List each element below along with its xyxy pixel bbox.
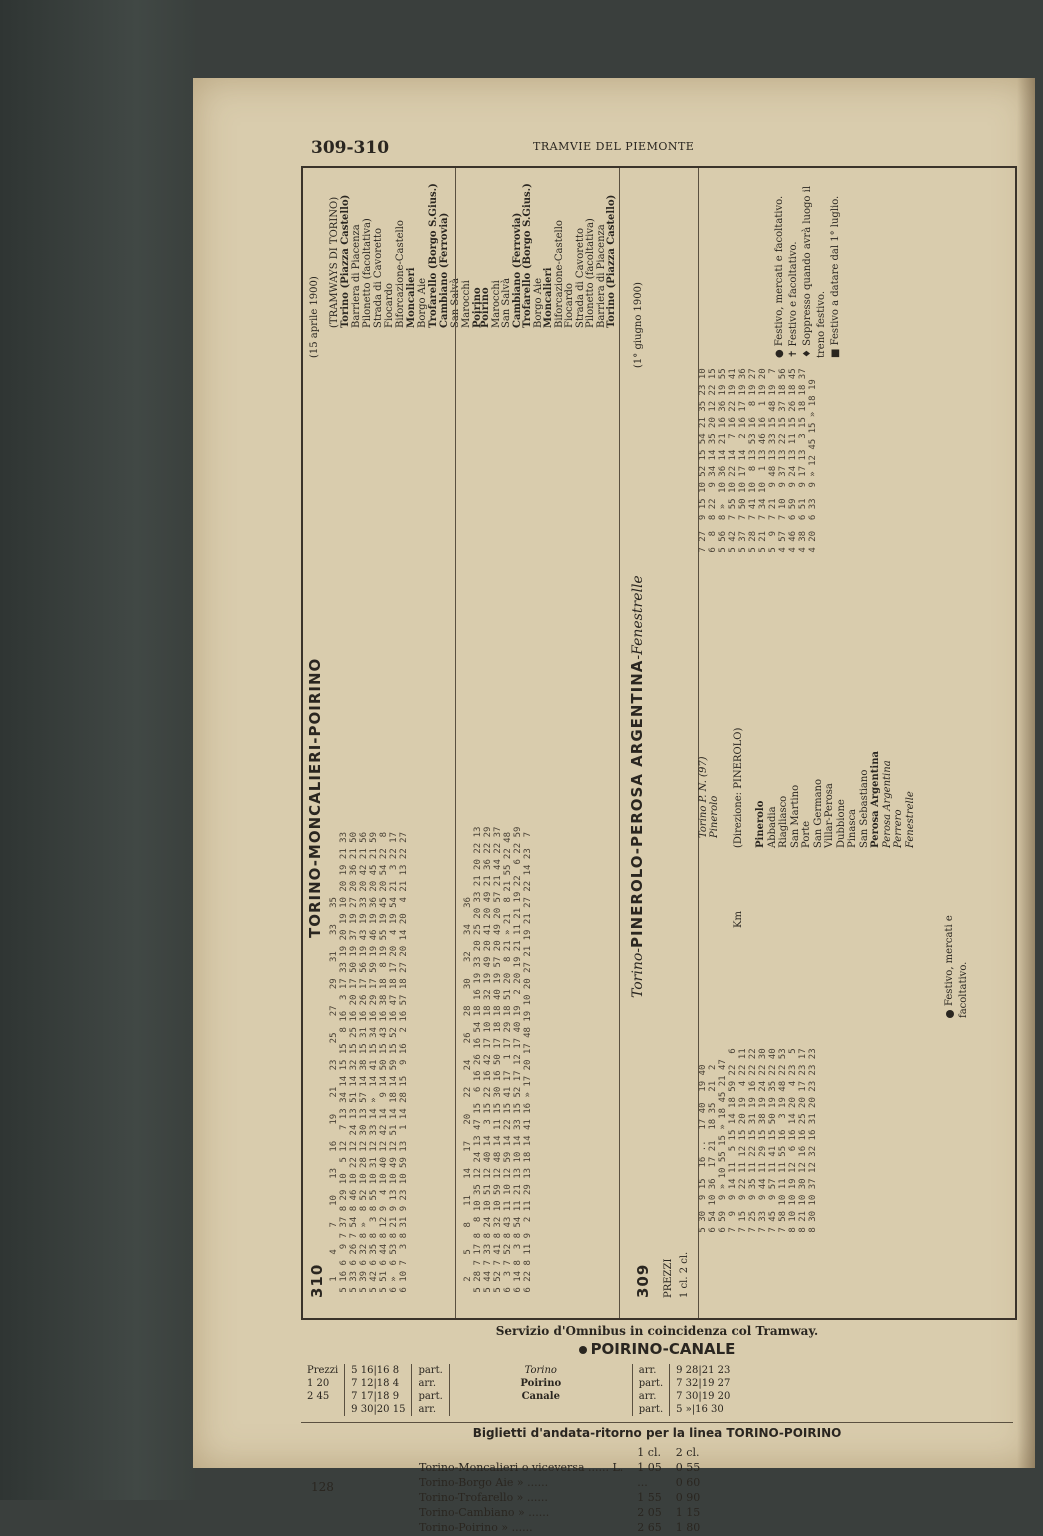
station: Borgo Aie — [417, 277, 428, 328]
price: 2 45 — [307, 1391, 330, 1402]
station: Perosa Argentina — [881, 760, 893, 848]
table-309-310-separator — [619, 168, 620, 1318]
book-spine-edge — [0, 0, 195, 1500]
station: Strada di Cavoretto — [574, 228, 586, 328]
legend-item: ● Festivo, mercati e facoltativo. — [774, 195, 785, 358]
table-310-times-ret: 2 5 8 11 14 17 20 22 24 26 28 30 32 34 36 5 28 7 17 8 8 10 35 12 24 13 47 15 6 16 26 16 54 18 16 19 33 20 25 20 33 21 20 22 13 5 44 7 33 8 24 10 51 12 40 14 3 15 22 16 42 17 10 18 32 19 49 20 41 20 49 21 36 22 29 5 52 7 41 8 32 10 59 12 48 14 11 15 30 16 50 17 18 18 40 19 57 20 49 20 57 21 44 22 37 6 3 7 52 8 43 11 10 12 59 14 22 15 41 17 1 17 29 18 51 20 8 21 » 21 8 21 55 22 48 6 14 8 3 8 54 11 21 13 10 14 33 15 52 17 12 17 40 19 2 20 19 21 11 21 19 22 6 22 59 6 22 8 11 9 2 11 29 13 18 14 41 16 » 17 20 17 48 19 10 20 27 21 19 21 27 22 14 23 7 — [463, 826, 533, 1293]
table-309-times-left: 5 30 9 15 16 .. 17 40 19 40 6 54 10 36 17 21 18 35 21 2 6 59 9 » 10 55 15 » 18 45 21 47 7 9 9 14 11 5 15 14 18 59 22 6 7 15 9 22 11 12 15 20 19 4 22 11 7 25 9 35 11 22 15 31 19 16 22 22 7 33 9 44 11 29 15 38 19 24 22 30 7 45 9 57 11 41 15 50 19 35 22 40 7 58 10 11 11 55 16 3 19 48 22 53 8 10 10 19 12 6 16 14 20 4 23 5 8 21 10 30 12 16 16 25 20 17 23 17 8 30 10 37 12 32 16 31 20 23 23 23 — [698, 1048, 818, 1233]
fare: 1 55 — [637, 1491, 662, 1504]
time: 7 30|19 20 — [676, 1391, 731, 1402]
table-309-direction: (Direzione: PINEROLO) — [733, 727, 744, 848]
station: Biforcazione-Castello — [395, 220, 406, 328]
fare-row — [413, 1491, 706, 1504]
time: 9 30|20 15 — [351, 1404, 406, 1415]
label: part. — [638, 1378, 664, 1389]
place: Poirino — [520, 1378, 562, 1389]
omnibus-times-b — [670, 1364, 736, 1416]
fare: 1 05 — [637, 1461, 662, 1474]
station: Moncalieri — [543, 267, 554, 328]
station: San Sebastiano — [858, 769, 870, 848]
col-header: 1 cl. — [637, 1446, 661, 1459]
fare-row — [413, 1506, 706, 1519]
fare-row — [413, 1521, 706, 1534]
station: Perrero — [893, 809, 904, 848]
festivo-text: Festivo, mercati e facoltativo. — [944, 915, 969, 1018]
fare-row — [413, 1461, 706, 1474]
route: Torino-Poirino » ...... — [419, 1521, 533, 1534]
station: Fiocardo — [564, 283, 575, 328]
station: Porte — [801, 820, 812, 848]
station: Borgo Aie — [532, 277, 544, 328]
station: Fenestrelle — [904, 791, 916, 848]
station: Barriera di Piacenza — [595, 224, 607, 328]
station: Riagliasco — [778, 795, 789, 848]
upper-station-1: Torino P. N. (97) — [698, 756, 709, 838]
station: Strada di Cavoretto — [373, 228, 384, 328]
station: Barriera di Piacenza — [351, 224, 362, 328]
omnibus-labels-b — [633, 1364, 670, 1416]
table-309-class-1: 1 cl. — [679, 1276, 690, 1298]
tramways-label: (TRAMWAYS DI TORINO) — [329, 196, 340, 328]
rotated-content — [303, 168, 1015, 1318]
station: Perosa Argentina — [870, 751, 881, 848]
omnibus-section — [301, 1318, 1013, 1536]
label: part. — [418, 1391, 443, 1402]
station: Pilonetto (facoltativa) — [362, 218, 373, 328]
label: part. — [418, 1365, 443, 1376]
station: San Martino — [789, 784, 801, 848]
table-309-date: (1° giugno 1900) — [633, 282, 644, 368]
table-310-stations-out — [329, 168, 483, 328]
table-309-number: 309 — [634, 1263, 652, 1298]
fare: 2 65 — [637, 1521, 662, 1534]
table-309-title-suffix: -Fenestrelle — [630, 575, 646, 660]
station: Moncalieri — [406, 267, 417, 328]
section-title: TRAMVIE DEL PIEMONTE — [533, 140, 695, 153]
station: Poirino — [480, 287, 491, 328]
fare: 0 55 — [675, 1461, 701, 1474]
price: 1 20 — [307, 1378, 330, 1389]
route: Torino-Trofarello » ...... — [419, 1491, 548, 1504]
station: Pinerolo — [755, 800, 766, 848]
station: San Salvà — [450, 277, 461, 328]
festivo-dot-icon — [946, 1010, 954, 1018]
station: San Salvà — [501, 277, 512, 328]
label: arr. — [418, 1378, 437, 1389]
omnibus-labels-a — [412, 1364, 449, 1416]
station: Fiocardo — [384, 283, 395, 328]
station: Trofarello (Borgo S.Gius.) — [428, 183, 439, 328]
fare: 0 60 — [675, 1476, 701, 1489]
station: Biforcazione-Castello — [553, 220, 565, 328]
table-309-stations — [755, 751, 916, 848]
legend-item: ♦ Soppresso quando avrà luogo il treno festivo. — [802, 185, 827, 358]
table-310-times-out: 1 4 7 10 13 16 19 21 23 25 27 29 31 33 35 5 16 6 9 7 37 8 29 10 5 12 7 13 34 14 15 15 8 16 3 17 33 19 20 19 10 20 19 21 33 5 33 6 26 7 54 8 46 10 22 12 24 13 51 14 32 15 25 16 20 17 50 19 37 19 27 20 36 21 50 5 39 6 32 8 » 8 52 10 28 12 30 13 57 14 38 15 31 16 26 17 56 19 43 19 33 20 42 21 56 5 42 6 35 8 3 8 55 10 31 12 33 14 » 14 41 15 34 16 29 17 59 19 46 19 36 20 45 21 59 5 51 6 44 8 12 9 4 10 40 12 42 14 9 14 50 15 43 16 38 18 8 19 55 19 45 20 54 22 8 6 » 6 53 8 21 9 13 10 49 12 51 14 18 14 59 15 52 16 47 18 17 20 4 19 54 21 3 22 17 6 10 7 3 8 31 9 23 10 59 13 1 14 28 15 9 16 2 16 57 18 27 20 14 20 4 21 13 22 27 — [329, 832, 409, 1293]
station: San Germano — [812, 778, 824, 848]
table-309-dist-label: Km — [733, 911, 744, 928]
time: 7 32|19 27 — [676, 1378, 731, 1389]
table-310-title: TORINO-MONCALIERI-POIRINO — [306, 657, 324, 938]
station: Cambiano (Ferrovia) — [511, 212, 523, 328]
legend-item: ✝ Festivo e facoltativo. — [788, 241, 799, 358]
station: Marocchi — [490, 280, 502, 328]
festivo-note — [943, 868, 971, 1018]
station: Torino (Piazza Castello) — [340, 194, 351, 328]
time: 5 »|16 30 — [676, 1404, 724, 1415]
station: Poirino — [472, 287, 483, 328]
table-310-date: (15 aprile 1900) — [309, 276, 320, 358]
omnibus-times-a — [345, 1364, 412, 1416]
place: Canale — [521, 1391, 560, 1402]
omnibus-timetable — [301, 1364, 1013, 1416]
timetable-frame — [301, 166, 1017, 1320]
timetable-page — [193, 78, 1035, 1534]
route: Torino-Cambiano » ...... — [419, 1506, 550, 1519]
station: Pinasca — [847, 808, 858, 848]
omnibus-heading: Servizio d'Omnibus in coincidenza col Tramway. — [495, 1324, 819, 1338]
omnibus-places — [450, 1364, 633, 1416]
footer-page-number: 128 — [311, 1480, 334, 1494]
station: Villar-Perosa — [824, 783, 835, 848]
label: arr. — [638, 1391, 657, 1402]
table-309-times-right: 7 27 9 15 10 52 15 54 21 35 23 10 6 8 8 22 9 34 14 35 20 12 22 15 5 56 8 » 10 36 14 21 16 36 19 55 5 42 7 55 10 22 14 7 16 22 19 41 5 37 7 50 10 17 14 2 16 17 19 36 5 28 7 41 10 8 13 53 16 8 19 27 5 21 7 34 10 1 13 46 16 1 19 20 5 9 7 21 9 48 13 33 15 48 19 7 4 57 7 10 9 37 13 22 15 37 18 56 4 46 6 59 9 24 13 11 15 26 18 45 4 38 6 51 9 17 13 3 15 18 18 37 4 20 6 33 9 » 12 45 15 » 18 19 — [698, 368, 818, 553]
table-309-prezzi: PREZZI — [663, 1258, 674, 1298]
omnibus-line-name: POIRINO-CANALE — [590, 1340, 736, 1358]
table-309-title-prefix: Torino- — [630, 947, 646, 998]
omnibus-line — [301, 1340, 1013, 1358]
table-309-title: PINEROLO-PEROSA ARGENTINA — [628, 659, 646, 948]
time: 7 12|18 4 — [351, 1378, 400, 1389]
table-309-legend — [773, 178, 843, 358]
return-tickets-heading: Biglietti d'andata-ritorno per la linea TORINO-POIRINO — [301, 1422, 1013, 1440]
station: Abbadia — [766, 806, 778, 848]
time: 7 17|18 9 — [351, 1391, 400, 1402]
time: 5 16|16 8 — [351, 1365, 400, 1376]
table-310-separator — [455, 168, 456, 1318]
page-numbers: 309-310 — [311, 138, 390, 158]
station: Torino (Piazza Castello) — [606, 194, 617, 328]
col-header: 2 cl. — [675, 1446, 700, 1459]
station: Trofarello (Borgo S.Gius.) — [522, 183, 533, 328]
table-309-class-2: 2 cl. — [679, 1251, 690, 1274]
station: Marocchi — [461, 280, 472, 328]
table-310-number: 310 — [308, 1263, 326, 1298]
prezzi-label: Prezzi — [307, 1365, 339, 1376]
fare: 0 90 — [675, 1491, 701, 1504]
fare: 1 80 — [675, 1521, 701, 1534]
line-dot-icon — [579, 1346, 587, 1354]
upper-station-2: Pinerolo — [709, 795, 720, 838]
route: Torino-Borgo Aie » ...... — [419, 1476, 549, 1489]
fare: ... — [637, 1476, 648, 1489]
station: Dubbione — [835, 799, 847, 848]
omnibus-prices — [301, 1364, 345, 1416]
station: Cambiano (Ferrovia) — [439, 212, 450, 328]
time: 9 28|21 23 — [676, 1365, 731, 1376]
label: arr. — [418, 1404, 437, 1415]
return-tickets-table — [411, 1444, 708, 1536]
place: Torino — [524, 1365, 557, 1376]
legend-item: ■ Festivo a datare dal 1° luglio. — [830, 195, 841, 358]
table-310-stations-ret — [481, 168, 618, 328]
fare: 1 15 — [675, 1506, 701, 1519]
route: Torino-Moncalieri o viceversa ...... L. — [419, 1461, 624, 1474]
station: Pilonetto (facoltativa) — [585, 218, 596, 328]
label: part. — [638, 1404, 664, 1415]
label: arr. — [638, 1365, 657, 1376]
fare: 2 05 — [637, 1506, 662, 1519]
fare-row — [413, 1476, 706, 1489]
